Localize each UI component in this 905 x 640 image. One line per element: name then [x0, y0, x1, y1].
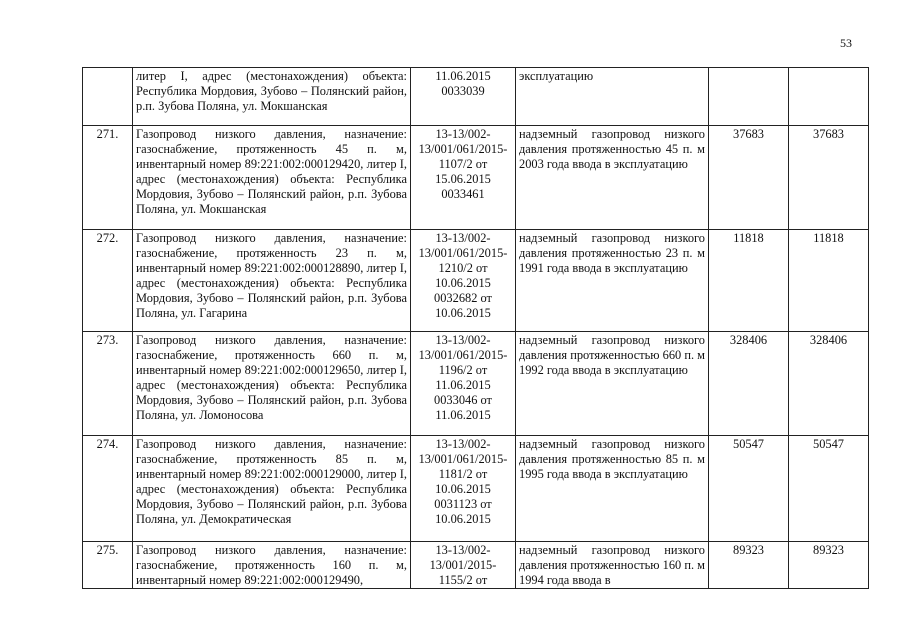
table-row	[83, 126, 869, 230]
object-description: Газопровод низкого давления, назначение: газоснабжение, протяженность 660 п. м, инвентарный номер 89:221:002:000129650, литер I, адрес (местонахождения) объекта: Республика Мордовия, Зубово – Полянский район, р.п. Зубова Поляна, ул. Ломоносова	[133, 332, 411, 436]
row-number: 271.	[83, 126, 133, 230]
table-row	[83, 436, 869, 542]
object-characteristics: надземный газопровод низкого давления протяженностью 160 п. м 1994 года ввода в	[516, 542, 709, 589]
row-number: 275.	[83, 542, 133, 589]
value-2: 37683	[789, 126, 869, 230]
registration-details: 13-13/002- 13/001/2015- 1155/2 от	[411, 542, 516, 589]
value-1: 89323	[709, 542, 789, 589]
value-1: 328406	[709, 332, 789, 436]
value-1	[709, 68, 789, 126]
value-2	[789, 68, 869, 126]
row-number: 274.	[83, 436, 133, 542]
registration-details: 13-13/002- 13/001/061/2015- 1210/2 от 10.06.2015 0032682 от 10.06.2015	[411, 230, 516, 332]
object-description: Газопровод низкого давления, назначение: газоснабжение, протяженность 23 п. м, инвентарный номер 89:221:002:000128890, литер I, адрес (местонахождения) объекта: Республика Мордовия, Зубово – Полянский район, р.п. Зубова Поляна, ул. Гагарина	[133, 230, 411, 332]
registration-details: 13-13/002- 13/001/061/2015- 1181/2 от 10.06.2015 0031123 от 10.06.2015	[411, 436, 516, 542]
object-description: Газопровод низкого давления, назначение: газоснабжение, протяженность 160 п. м, инвентарный номер 89:221:002:000129490,	[133, 542, 411, 589]
object-characteristics: надземный газопровод низкого давления протяженностью 660 п. м 1992 года ввода в эксплуатацию	[516, 332, 709, 436]
value-2: 50547	[789, 436, 869, 542]
object-characteristics: надземный газопровод низкого давления протяженностью 85 п. м 1995 года ввода в эксплуатацию	[516, 436, 709, 542]
object-description: Газопровод низкого давления, назначение: газоснабжение, протяженность 85 п. м, инвентарный номер 89:221:002:000129000, литер I, адрес (местонахождения) объекта: Республика Мордовия, Зубово – Полянский район, р.п. Зубова Поляна, ул. Демократическая	[133, 436, 411, 542]
object-characteristics: надземный газопровод низкого давления протяженностью 23 п. м 1991 года ввода в эксплуатацию	[516, 230, 709, 332]
registration-details: 11.06.2015 0033039	[411, 68, 516, 126]
page-number: 53	[840, 36, 852, 50]
value-1: 50547	[709, 436, 789, 542]
object-description: литер I, адрес (местонахождения) объекта: Республика Мордовия, Зубово – Полянский район, р.п. Зубова Поляна, ул. Мокшанская	[133, 68, 411, 126]
property-registry-table	[82, 67, 869, 589]
value-2: 89323	[789, 542, 869, 589]
value-1: 11818	[709, 230, 789, 332]
row-number	[83, 68, 133, 126]
object-description: Газопровод низкого давления, назначение: газоснабжение, протяженность 45 п. м, инвентарный номер 89:221:002:000129420, литер I, адрес (местонахождения) объекта: Республика Мордовия, Зубово – Полянский район, р.п. Зубова Поляна, ул. Мокшанская	[133, 126, 411, 230]
row-number: 273.	[83, 332, 133, 436]
registration-details: 13-13/002- 13/001/061/2015- 1107/2 от 15.06.2015 0033461	[411, 126, 516, 230]
object-characteristics: надземный газопровод низкого давления протяженностью 45 п. м 2003 года ввода в эксплуатацию	[516, 126, 709, 230]
table-row	[83, 230, 869, 332]
value-1: 37683	[709, 126, 789, 230]
table-row	[83, 68, 869, 126]
value-2: 328406	[789, 332, 869, 436]
table-row	[83, 332, 869, 436]
row-number: 272.	[83, 230, 133, 332]
object-characteristics: эксплуатацию	[516, 68, 709, 126]
table-row	[83, 542, 869, 589]
registration-details: 13-13/002- 13/001/061/2015- 1196/2 от 11.06.2015 0033046 от 11.06.2015	[411, 332, 516, 436]
value-2: 11818	[789, 230, 869, 332]
